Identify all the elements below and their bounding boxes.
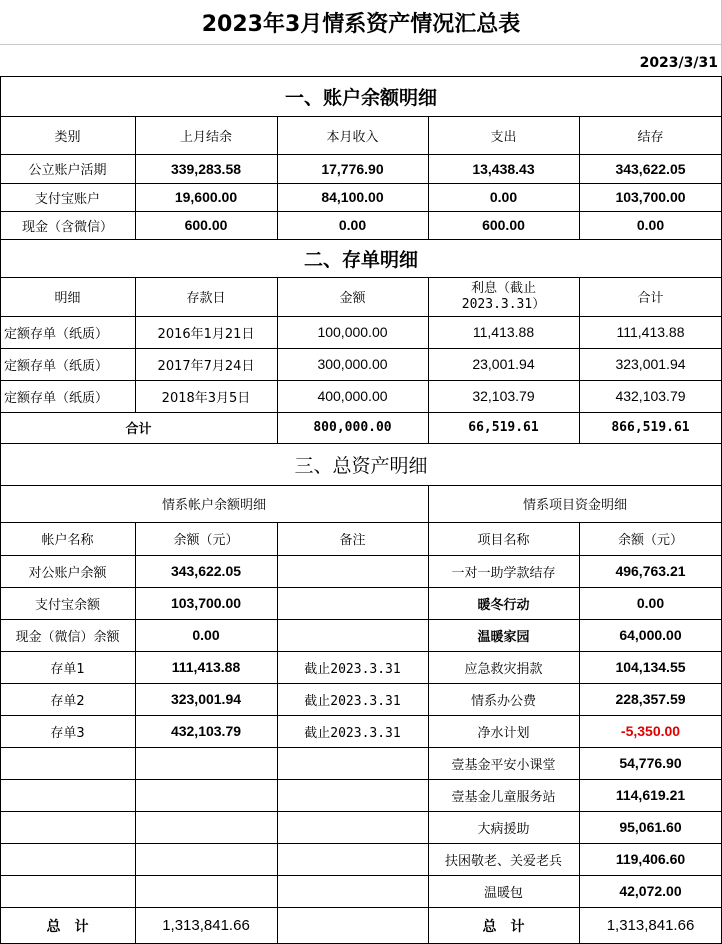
s2-header-interest-line2: 2023.3.31） <box>461 296 546 312</box>
s1-header-income: 本月收入 <box>326 129 379 145</box>
table-cell: 84,100.00 <box>321 189 384 205</box>
s3-header-project-name: 项目名称 <box>477 533 530 548</box>
table-cell: 0.00 <box>636 217 665 233</box>
table-row-label: 温暖家园 <box>477 629 530 645</box>
table-row-label: 定额存单（纸质） <box>4 390 109 406</box>
table-cell: 54,776.90 <box>619 755 682 771</box>
table-cell: 17,776.90 <box>321 160 384 177</box>
s2-total-label: 合计 <box>125 422 152 437</box>
table-row-label: 壹基金儿童服务站 <box>451 789 556 805</box>
table-cell: 23,001.94 <box>472 356 535 372</box>
s3-left-total-value: 1,313,841.66 <box>162 917 250 934</box>
s2-header-amount: 金额 <box>339 291 366 306</box>
table-cell: 0.00 <box>192 627 220 643</box>
s1-header-balance: 结存 <box>637 129 664 145</box>
table-row-label: 净水计划 <box>477 725 530 741</box>
table-cell: 32,103.79 <box>472 388 535 404</box>
table-cell: 100,000.00 <box>317 324 388 340</box>
s3-right-total-value: 1,313,841.66 <box>606 917 695 934</box>
table-row-label: 暖冬行动 <box>477 597 530 613</box>
table-cell: 228,357.59 <box>615 691 686 707</box>
s2-header-interest-line1: 利息（截止 <box>470 280 536 296</box>
table-cell: 343,622.05 <box>615 160 686 177</box>
table-cell: 0.00 <box>636 595 665 611</box>
table-cell: 600.00 <box>184 217 228 233</box>
table-cell: 400,000.00 <box>317 388 388 404</box>
section3-title: 三、总资产明细 <box>294 454 428 477</box>
table-cell: 114,619.21 <box>615 787 686 803</box>
table-row-label: 现金（微信）余额 <box>15 629 120 645</box>
s2-total-amount: 800,000.00 <box>313 420 392 435</box>
s3-right-total-label: 总 计 <box>482 918 525 935</box>
table-row-label: 支付宝余额 <box>34 597 100 613</box>
s3-left-total-label: 总 计 <box>46 918 89 935</box>
s3-header-balance: 余额（元） <box>173 533 239 548</box>
table-cell: 600.00 <box>482 217 525 233</box>
table-row-label: 公立账户活期 <box>28 163 107 178</box>
table-cell-remark: 截止2023.3.31 <box>304 725 401 741</box>
report-date: 2023/3/31 <box>639 55 718 71</box>
s2-header-detail: 明细 <box>54 291 81 306</box>
table-cell: 111,413.88 <box>171 659 241 675</box>
table-row-label: 壹基金平安小课堂 <box>451 757 556 773</box>
s1-header-prev-balance: 上月结余 <box>179 129 232 145</box>
table-cell: 323,001.94 <box>615 356 686 372</box>
section1-title: 一、账户余额明细 <box>284 86 437 109</box>
table-cell: 432,103.79 <box>615 388 686 404</box>
table-cell: 111,413.88 <box>616 324 685 340</box>
section2-title: 二、存单明细 <box>303 248 418 271</box>
table-cell-negative: -5,350.00 <box>620 723 681 739</box>
table-cell: 432,103.79 <box>170 723 242 739</box>
table-cell: 19,600.00 <box>174 189 238 205</box>
s3-right-title: 情系项目资金明细 <box>522 498 627 513</box>
table-row-label: 扶困敬老、关爱老兵 <box>444 853 562 869</box>
s2-total-sum: 866,519.61 <box>611 420 690 435</box>
table-cell-remark: 截止2023.3.31 <box>304 661 401 677</box>
table-row-label: 定额存单（纸质） <box>4 326 109 342</box>
table-row-label: 大病援助 <box>477 821 530 837</box>
s2-header-interest <box>428 277 579 316</box>
table-cell: 11,413.88 <box>472 324 535 340</box>
s2-header-deposit-date: 存款日 <box>186 291 226 306</box>
table-cell: 103,700.00 <box>615 189 686 205</box>
table-cell: 119,406.60 <box>615 851 686 867</box>
table-cell: 95,061.60 <box>619 819 682 835</box>
s2-header-total: 合计 <box>637 291 664 306</box>
table-cell: 496,763.21 <box>615 563 686 579</box>
table-cell-remark: 截止2023.3.31 <box>304 693 401 709</box>
table-cell: 339,283.58 <box>170 160 242 177</box>
table-row-label: 定额存单（纸质） <box>4 358 109 374</box>
s3-header-project-balance: 余额（元） <box>617 533 683 548</box>
table-row-label: 应急救灾捐款 <box>464 661 543 677</box>
s3-header-remark: 备注 <box>339 533 366 548</box>
table-cell: 64,000.00 <box>619 627 682 643</box>
s2-total-interest: 66,519.61 <box>468 420 539 435</box>
table-row-label: 存单2 <box>50 693 85 709</box>
sheet-title: 2023年3月情系资产情况汇总表 <box>201 11 521 37</box>
table-cell: 323,001.94 <box>170 691 242 707</box>
table-row-label: 存单3 <box>50 725 85 741</box>
s1-header-expense: 支出 <box>490 129 517 145</box>
table-row-label: 一对一助学款结存 <box>451 565 556 581</box>
table-row-label: 存单1 <box>50 661 85 677</box>
table-cell: 343,622.05 <box>170 563 242 579</box>
table-cell: 104,134.55 <box>615 659 686 675</box>
table-row-label: 对公账户余额 <box>28 565 107 581</box>
table-cell: 2016年1月21日 <box>157 326 255 342</box>
table-cell: 0.00 <box>489 189 518 205</box>
s3-left-title: 情系帐户余额明细 <box>161 498 266 513</box>
table-cell: 13,438.43 <box>472 160 535 177</box>
table-cell: 42,072.00 <box>619 883 682 899</box>
table-cell: 2018年3月5日 <box>161 390 251 406</box>
table-row-label: 支付宝账户 <box>34 191 100 207</box>
s3-header-account-name: 帐户名称 <box>41 533 94 548</box>
s1-header-category: 类别 <box>54 129 81 145</box>
table-cell: 300,000.00 <box>317 356 388 372</box>
table-row-label: 温暖包 <box>483 885 523 901</box>
table-cell: 103,700.00 <box>170 595 242 611</box>
table-cell: 2017年7月24日 <box>157 358 255 374</box>
table-row-label: 现金（含微信） <box>21 219 113 235</box>
table-row-label: 情系办公费 <box>470 693 536 709</box>
table-cell: 0.00 <box>338 217 367 233</box>
